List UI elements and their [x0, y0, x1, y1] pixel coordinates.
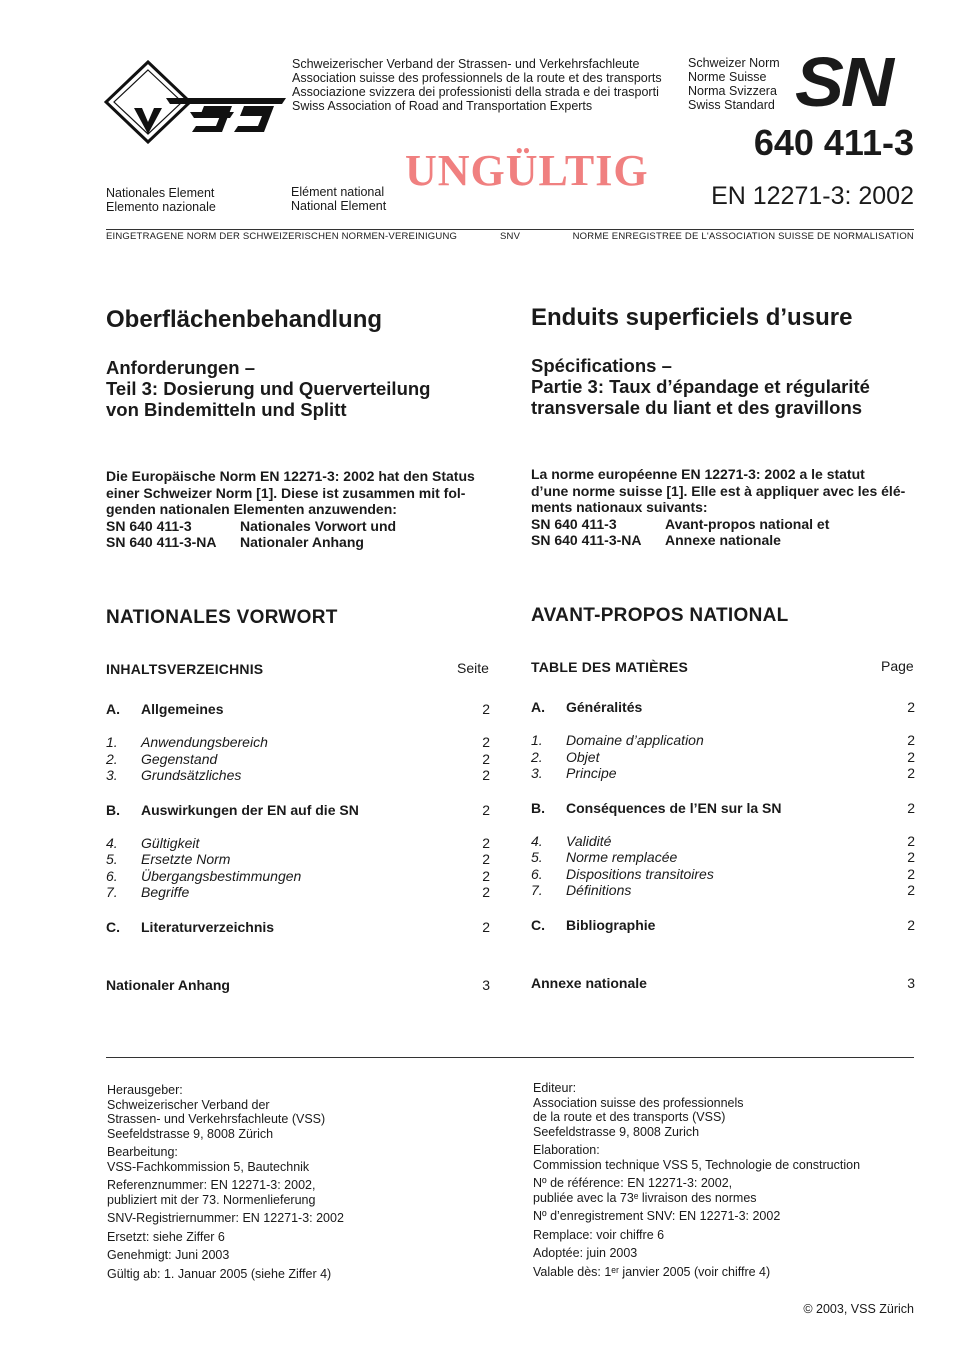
intro-fr-row [531, 532, 915, 549]
toc-page: 2 [482, 834, 490, 851]
toc-page: 2 [907, 865, 915, 882]
title-fr: Enduits superficiels d’usure [531, 304, 853, 331]
toc-page-heading-fr: Page [881, 658, 914, 674]
sn-number: 640 411-3 [753, 122, 914, 163]
toc-section[interactable] [531, 800, 915, 820]
publisher-line: Strassen- und Verkehrsfachleute (VSS) [107, 1112, 326, 1126]
en-number: EN 12271-3: 2002 [711, 182, 914, 210]
subtitle-de-line: Teil 3: Dosierung und Querverteilung [106, 378, 431, 399]
footer-divider [106, 1057, 914, 1058]
toc-page: 2 [907, 799, 915, 816]
element-code: SN 640 411-3 [106, 517, 192, 534]
toc-item[interactable] [531, 765, 915, 782]
intro-fr-row [531, 516, 915, 533]
toc-title: Généralités [566, 699, 643, 715]
toc-title: Anwendungsbereich [141, 734, 268, 750]
toc-number: 3. [531, 765, 543, 781]
registration-divider [106, 229, 914, 230]
subtitle-fr [531, 355, 870, 418]
national-element-en: National Element [291, 199, 387, 213]
toc-title: Literaturverzeichnis [141, 918, 275, 935]
publisher-line: Elaboration: [533, 1143, 600, 1157]
toc-number: 4. [106, 834, 118, 851]
toc-number: 2. [531, 748, 543, 765]
national-element-it: Elemento nazionale [106, 200, 216, 214]
subtitle-fr-line: Spécifications – [531, 355, 672, 376]
toc-page: 2 [907, 916, 915, 933]
toc-page: 2 [907, 748, 915, 765]
toc-number: 4. [531, 832, 543, 849]
toc-item[interactable] [531, 882, 915, 899]
toc-title: Nationaler Anhang [106, 976, 230, 993]
toc-page: 2 [907, 849, 915, 865]
toc-title: Ersetzte Norm [141, 851, 231, 867]
publisher-info-de [107, 1083, 344, 1285]
publisher-line: de la route et des transports (VSS) [533, 1110, 726, 1124]
toc-page: 2 [482, 701, 490, 717]
toc-section[interactable] [531, 699, 915, 719]
toc-number: 7. [531, 882, 543, 898]
toc-annex[interactable] [106, 977, 490, 997]
toc-section[interactable] [106, 919, 490, 939]
toc-page: 2 [482, 750, 490, 767]
publisher-line: Adoptée: juin 2003 [533, 1246, 638, 1260]
copyright: © 2003, VSS Zürich [803, 1302, 914, 1316]
element-code: SN 640 411-3-NA [106, 534, 217, 550]
toc-number: 6. [531, 865, 543, 882]
norm-line-fr: Norme Suisse [688, 70, 767, 84]
toc-number: B. [106, 801, 120, 818]
subtitle-fr-line: transversale du liant et des gravillons [531, 397, 863, 418]
toc-page: 2 [482, 867, 490, 884]
publisher-line: Editeur: [533, 1081, 577, 1095]
org-line-it: Associazione svizzera dei professionisti della strada e dei trasporti [292, 85, 659, 99]
norm-line-en: Swiss Standard [688, 98, 775, 112]
org-line-en: Swiss Association of Road and Transportation Experts [292, 99, 593, 113]
toc-page-heading-de: Seite [457, 660, 489, 676]
toc-page: 2 [482, 918, 490, 935]
publisher-line: SNV-Registriernummer: EN 12271-3: 2002 [107, 1211, 344, 1225]
toc-title: Allgemeines [141, 701, 224, 717]
publisher-line: Valable dès: 1ᵉʳ janvier 2005 (voir chiffre 4) [533, 1264, 771, 1279]
toc-number: 2. [106, 750, 118, 767]
toc-number: C. [531, 916, 545, 933]
intro-de-row [106, 518, 490, 535]
toc-annex[interactable] [531, 975, 915, 995]
national-element-mid [291, 185, 386, 213]
toc-number: 5. [531, 849, 543, 865]
publisher-line: Referenznummer: EN 12271-3: 2002, [107, 1178, 316, 1192]
organisation-names [292, 57, 662, 113]
registration-text-snv: SNV [500, 231, 521, 242]
publisher-line: Seefeldstrasse 9, 8008 Zürich [107, 1126, 274, 1141]
toc-title: Conséquences de l’EN sur la SN [566, 799, 782, 816]
intro-de-line: genden nationalen Elementen anzuwenden: [106, 501, 397, 517]
norm-line-it: Norma Svizzera [688, 84, 777, 98]
toc-section[interactable] [106, 802, 490, 822]
toc-page: 2 [907, 699, 915, 715]
publisher-line: VSS-Fachkommission 5, Bautechnik [107, 1159, 310, 1174]
publisher-line: Remplace: voir chiffre 6 [533, 1227, 665, 1242]
toc-title: Annexe nationale [531, 974, 647, 991]
registration-text-fr: NORME ENREGISTREE DE L'ASSOCIATION SUISSE DE NORMALISATION [572, 231, 914, 242]
intro-de-row [106, 534, 490, 551]
publisher-line: Nº de référence: EN 12271-3: 2002, [533, 1176, 733, 1190]
toc-title: Auswirkungen der EN auf die SN [141, 801, 359, 818]
intro-de-line: Die Europäische Norm EN 12271-3: 2002 hat den Status [106, 468, 475, 484]
toc-number: 1. [531, 732, 543, 748]
toc-title: Begriffe [141, 884, 190, 900]
toc-title: Übergangsbestimmungen [141, 867, 302, 884]
publisher-line: Bearbeitung: [107, 1145, 178, 1159]
toc-section[interactable] [106, 701, 490, 721]
publisher-line: Herausgeber: [107, 1083, 183, 1097]
org-line-de: Schweizerischer Verband der Strassen- und Verkehrsfachleute [292, 57, 640, 71]
toc-number: A. [106, 701, 120, 717]
toc-section[interactable] [531, 917, 915, 937]
toc-page: 2 [482, 734, 490, 750]
element-title: Nationales Vorwort und [240, 517, 397, 534]
subtitle-de-line: Anforderungen – [106, 357, 256, 378]
toc-page: 2 [907, 882, 915, 898]
registration-text-de: EINGETRAGENE NORM DER SCHWEIZERISCHEN NORMEN-VEREINIGUNG [106, 231, 458, 242]
toc-page: 2 [907, 732, 915, 748]
subtitle-de-line: von Bindemitteln und Splitt [106, 399, 347, 420]
toc-title: Principe [566, 765, 617, 781]
toc-item[interactable] [531, 749, 915, 766]
toc-title: Définitions [566, 882, 632, 898]
toc-item[interactable] [106, 835, 490, 852]
national-element-left [106, 186, 216, 214]
toc-fr [531, 699, 915, 995]
intro-de-line: einer Schweizer Norm [1]. Diese ist zusammen mit fol- [106, 484, 466, 501]
sn-logo: SN [795, 43, 891, 121]
toc-number: 5. [106, 851, 118, 867]
toc-page: 2 [482, 851, 490, 867]
toc-title: Gegenstand [141, 750, 218, 767]
element-title: Nationaler Anhang [240, 534, 364, 550]
publisher-line: Genehmigt: Juni 2003 [107, 1248, 230, 1262]
publisher-line: Gültig ab: 1. Januar 2005 (siehe Ziffer 4) [107, 1266, 332, 1281]
subtitle-fr-line: Partie 3: Taux d’épandage et régularité [531, 376, 870, 397]
title-de: Oberflächenbehandlung [106, 306, 383, 333]
publisher-line: Nº d’enregistrement SNV: EN 12271-3: 2002 [533, 1209, 781, 1223]
intro-fr-line: ments nationaux suivants: [531, 499, 708, 515]
element-title: Avant-propos national et [665, 515, 830, 532]
toc-item[interactable] [531, 866, 915, 883]
toc-item[interactable] [531, 732, 915, 749]
toc-item[interactable] [106, 868, 490, 885]
toc-title: Norme remplacée [566, 849, 678, 865]
toc-title: Gültigkeit [141, 834, 200, 851]
toc-number: 1. [106, 734, 118, 750]
toc-heading-fr: TABLE DES MATIÈRES [531, 659, 689, 675]
toc-title: Validité [566, 832, 612, 849]
toc-item[interactable] [106, 751, 490, 768]
publisher-line: Schweizerischer Verband der [107, 1097, 270, 1112]
norm-type-labels [688, 56, 780, 112]
toc-de [106, 701, 490, 997]
toc-title: Domaine d’application [566, 732, 704, 748]
toc-item[interactable] [106, 767, 490, 784]
national-element-de: Nationales Element [106, 186, 215, 200]
norm-line-de: Schweizer Norm [688, 56, 780, 70]
element-title: Annexe nationale [665, 532, 781, 548]
toc-page: 3 [907, 974, 915, 991]
toc-title: Grundsätzliches [141, 767, 242, 783]
element-code: SN 640 411-3 [531, 515, 617, 532]
toc-item[interactable] [531, 849, 915, 866]
toc-title: Bibliographie [566, 916, 656, 933]
publisher-line: Association suisse des professionnels [533, 1095, 744, 1110]
toc-number: B. [531, 799, 545, 816]
publisher-line: Ersetzt: siehe Ziffer 6 [107, 1229, 225, 1244]
intro-fr-line: d’une norme suisse [1]. Elle est à appliquer avec les élé- [531, 482, 906, 499]
publisher-line: Commission technique VSS 5, Technologie de construction [533, 1157, 861, 1172]
section-heading-de: NATIONALES VORWORT [106, 607, 338, 628]
publisher-line: Seefeldstrasse 9, 8008 Zurich [533, 1124, 700, 1139]
toc-title: Objet [566, 748, 600, 765]
intro-fr [531, 466, 915, 549]
toc-page: 2 [907, 832, 915, 849]
toc-title: Dispositions transitoires [566, 865, 714, 882]
toc-item[interactable] [106, 884, 490, 901]
toc-number: C. [106, 918, 120, 935]
subtitle-de [106, 357, 430, 420]
toc-heading-de: INHALTSVERZEICHNIS [106, 661, 264, 677]
toc-page: 2 [482, 767, 490, 783]
toc-item[interactable] [106, 851, 490, 868]
toc-page: 2 [907, 765, 915, 781]
org-line-fr: Association suisse des professionnels de la route et des transports [292, 71, 662, 85]
element-code: SN 640 411-3-NA [531, 532, 642, 548]
publisher-info-fr [533, 1081, 860, 1283]
toc-number: 6. [106, 867, 118, 884]
toc-item[interactable] [531, 833, 915, 850]
toc-number: A. [531, 699, 545, 715]
toc-page: 3 [482, 976, 490, 993]
invalid-stamp: UNGÜLTIG [405, 146, 649, 195]
toc-page: 2 [482, 801, 490, 818]
publisher-line: publiée avec la 73ᵉ livraison des normes [533, 1190, 757, 1205]
national-element-fr: Elément national [291, 185, 385, 199]
toc-number: 7. [106, 884, 118, 900]
toc-number: 3. [106, 767, 118, 783]
section-heading-fr: AVANT-PROPOS NATIONAL [531, 605, 789, 626]
toc-item[interactable] [106, 734, 490, 751]
intro-de [106, 468, 490, 551]
vss-logo [104, 60, 286, 144]
toc-page: 2 [482, 884, 490, 900]
publisher-line: publiziert mit der 73. Normenlieferung [107, 1192, 316, 1207]
intro-fr-line: La norme européenne EN 12271-3: 2002 a le statut [531, 466, 865, 482]
